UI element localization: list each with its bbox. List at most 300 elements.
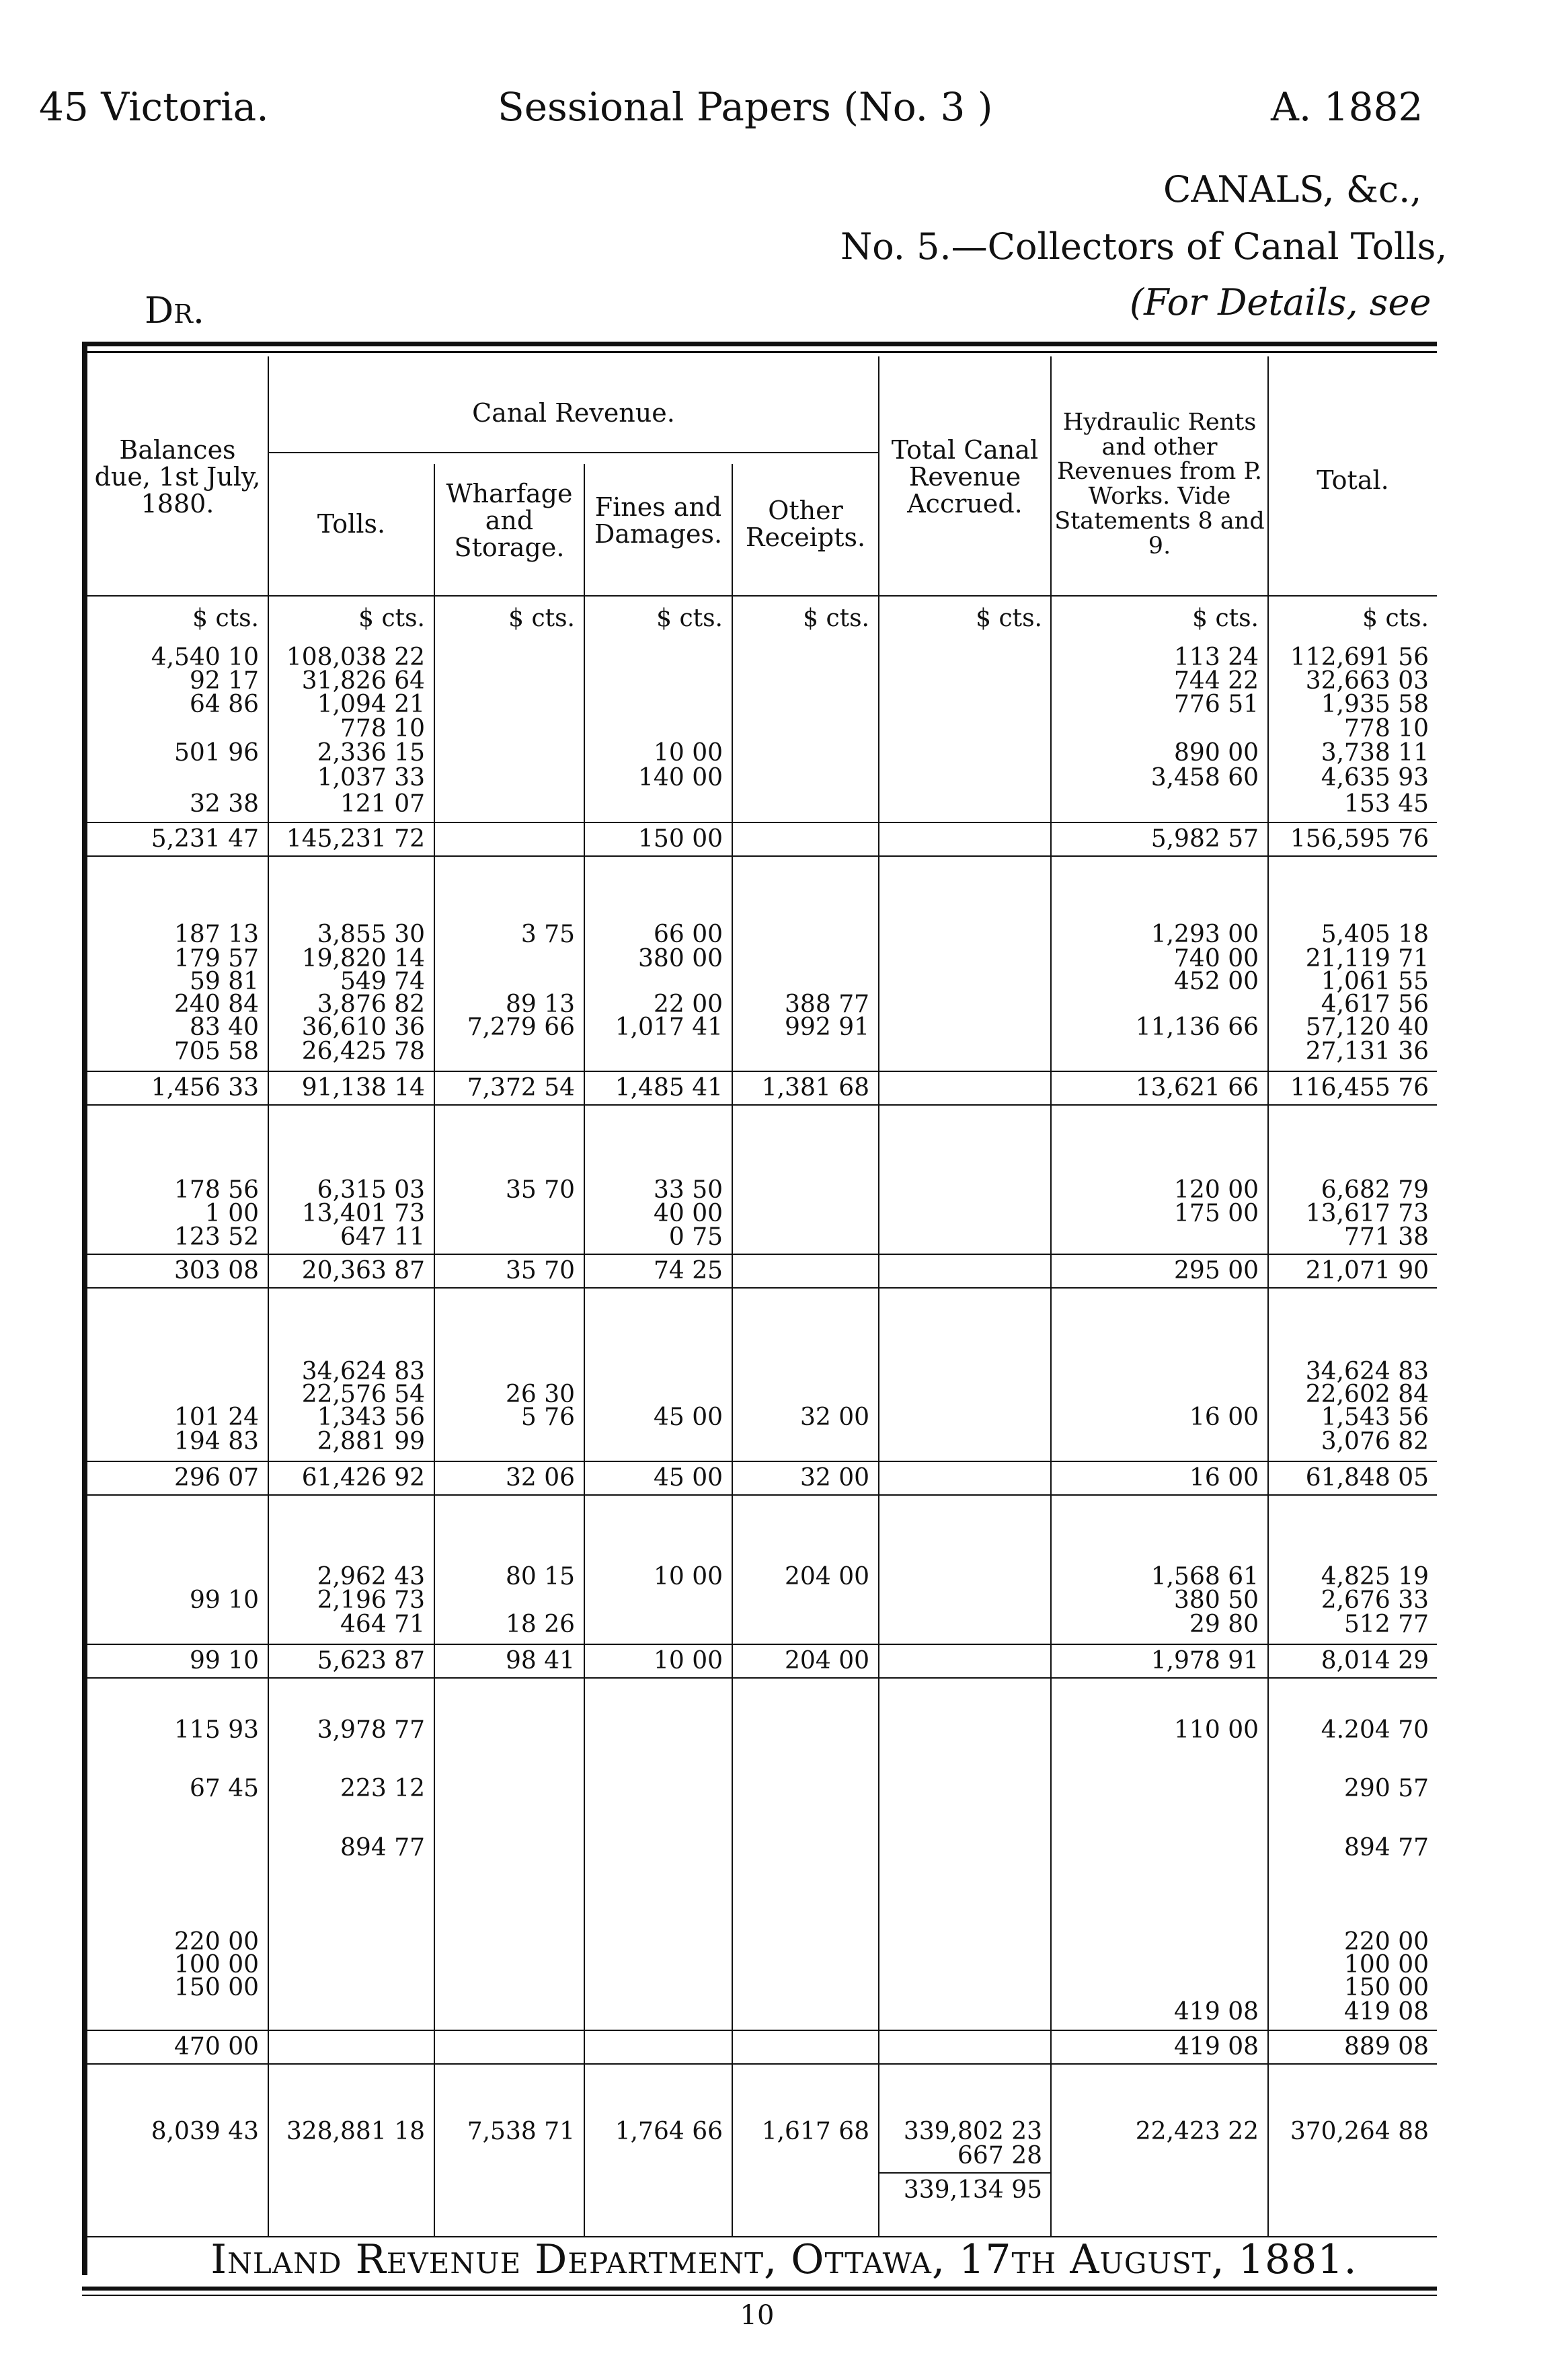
table-cell: 894 77 bbox=[340, 1834, 425, 1862]
table-cell bbox=[582, 2143, 723, 2170]
table-cell bbox=[434, 826, 575, 853]
table-cell bbox=[434, 1999, 575, 2026]
table-cell: 4,540 10 bbox=[151, 644, 259, 671]
table-cell: 57,120 40 bbox=[1305, 1013, 1429, 1041]
col-tolls: Tolls. bbox=[317, 509, 386, 539]
table-cell: 3,738 11 bbox=[1321, 739, 1429, 767]
table-cell bbox=[735, 2177, 869, 2204]
table-cell: 120 00 bbox=[1174, 1176, 1259, 1204]
table-cell bbox=[881, 740, 1042, 767]
table-cell: 889 08 bbox=[1344, 2033, 1429, 2061]
table-cell: 16 00 bbox=[1189, 1464, 1259, 1492]
table-cell: 1,343 56 bbox=[317, 1404, 425, 1431]
table-cell: 27,131 36 bbox=[1305, 1038, 1429, 1065]
table-cell: 5,231 47 bbox=[151, 825, 259, 853]
table-cell: 123 52 bbox=[174, 1223, 259, 1251]
table-cell: 22,576 54 bbox=[301, 1381, 425, 1408]
table-cell bbox=[1057, 2143, 1259, 2170]
col-sep bbox=[732, 464, 733, 2236]
col-hydraulic: Hydraulic Rents and other Revenues from P. Works. Vide Statements 8 and 9. bbox=[1054, 408, 1265, 560]
table-cell bbox=[881, 1014, 1042, 1041]
table-cell: 80 15 bbox=[505, 1563, 575, 1590]
table-cell: 4.204 70 bbox=[1321, 1716, 1429, 1744]
table-cell: 3,458 60 bbox=[1150, 764, 1259, 792]
table-cell: 419 08 bbox=[1344, 1998, 1429, 2026]
col-sep bbox=[1267, 356, 1269, 2236]
table-cell: 18 26 bbox=[505, 1611, 575, 1638]
header-right: A. 1882 bbox=[1271, 84, 1423, 130]
table-cell: 100 00 bbox=[1344, 1951, 1429, 1979]
table-cell: 295 00 bbox=[1174, 1257, 1259, 1284]
table-cell: 45 00 bbox=[653, 1464, 723, 1492]
table-cell: 778 10 bbox=[340, 715, 425, 742]
table-cell: 1,293 00 bbox=[1150, 921, 1259, 948]
unit-label: $ cts. bbox=[1362, 605, 1429, 632]
col-balances: Balances due, 1st July, 1880. bbox=[94, 435, 261, 519]
table-cell bbox=[881, 1258, 1042, 1284]
table-cell: 20,363 87 bbox=[301, 1257, 425, 1284]
table-cell: 1,381 68 bbox=[761, 1074, 869, 1102]
table-cell bbox=[582, 1428, 723, 1455]
table-cell: 11,136 66 bbox=[1135, 1013, 1259, 1041]
table-cell: 2,676 33 bbox=[1321, 1586, 1429, 1614]
table-cell: 10 00 bbox=[653, 1647, 723, 1675]
table-cell: 4,635 93 bbox=[1321, 764, 1429, 792]
page-number: 10 bbox=[740, 2300, 775, 2331]
table-cell bbox=[434, 1038, 575, 1065]
col-sep bbox=[268, 356, 269, 2236]
table-cell: 1,017 41 bbox=[615, 1013, 723, 1041]
table-cell bbox=[582, 1974, 723, 2001]
table-cell bbox=[881, 1428, 1042, 1455]
table-cell: 194 83 bbox=[174, 1428, 259, 1455]
table-cell: 179 57 bbox=[174, 945, 259, 972]
table-cell bbox=[881, 1177, 1042, 1204]
table-cell: 740 00 bbox=[1174, 945, 1259, 972]
table-cell: 29 80 bbox=[1189, 1611, 1259, 1638]
table-cell: 5,623 87 bbox=[317, 1647, 425, 1675]
table-cell: 3,076 82 bbox=[1321, 1428, 1429, 1455]
table-cell bbox=[434, 1200, 575, 1227]
table-cell bbox=[582, 716, 723, 742]
table-cell: 1,094 21 bbox=[317, 691, 425, 718]
table-cell: 175 00 bbox=[1174, 1200, 1259, 1227]
table-cell: 101 24 bbox=[174, 1404, 259, 1431]
table-cell bbox=[434, 2143, 575, 2170]
col-wharfage: Wharfage and Storage. bbox=[446, 479, 573, 562]
table-cell: 549 74 bbox=[340, 968, 425, 995]
table-cell: 2,196 73 bbox=[317, 1586, 425, 1614]
subtotal-rule bbox=[87, 1644, 1437, 1645]
table-cell bbox=[582, 1717, 723, 1744]
table-cell: 13,621 66 bbox=[1135, 1074, 1259, 1102]
table-cell: 99 10 bbox=[189, 1586, 259, 1614]
table-cell: 145,231 72 bbox=[286, 825, 425, 853]
col-other: Other Receipts. bbox=[745, 496, 866, 552]
table-cell: 67 45 bbox=[189, 1775, 259, 1802]
table-cell bbox=[434, 1835, 575, 1862]
table-cell: 8,014 29 bbox=[1321, 1647, 1429, 1675]
table-cell: 7,279 66 bbox=[467, 1013, 575, 1041]
subtotal-rule-bottom bbox=[87, 1677, 1437, 1679]
table-cell bbox=[270, 2034, 425, 2061]
table-cell: 204 00 bbox=[785, 1647, 869, 1675]
table-cell: 2,962 43 bbox=[317, 1563, 425, 1590]
table-cell bbox=[735, 691, 869, 718]
footer-line: Inland Revenue Department, Ottawa, 17th August, 1881. bbox=[210, 2236, 1358, 2283]
table-cell: 112,691 56 bbox=[1290, 644, 1429, 671]
table-cell: 647 11 bbox=[340, 1223, 425, 1251]
subtotal-rule-bottom bbox=[87, 1104, 1437, 1106]
table-cell bbox=[582, 644, 723, 671]
table-cell: 40 00 bbox=[653, 1200, 723, 1227]
table-cell bbox=[434, 2034, 575, 2061]
table-cell: 3,855 30 bbox=[317, 921, 425, 948]
table-cell: 380 50 bbox=[1174, 1586, 1259, 1614]
table-cell: 22,423 22 bbox=[1135, 2118, 1259, 2145]
subtotal-rule bbox=[87, 822, 1437, 823]
table-cell: 13,617 73 bbox=[1305, 1200, 1429, 1227]
table-cell: 296 07 bbox=[174, 1464, 259, 1492]
table-cell bbox=[735, 791, 869, 818]
table-cell: 5,405 18 bbox=[1321, 921, 1429, 948]
table-cell: 1,456 33 bbox=[151, 1074, 259, 1102]
table-cell bbox=[881, 1648, 1042, 1675]
table-cell: 22,602 84 bbox=[1305, 1381, 1429, 1408]
table-cell: 512 77 bbox=[1344, 1611, 1429, 1638]
table-cell: 501 96 bbox=[174, 739, 259, 767]
table-cell bbox=[91, 765, 259, 792]
table-cell: 220 00 bbox=[174, 1928, 259, 1956]
table-cell bbox=[881, 668, 1042, 695]
table-cell: 140 00 bbox=[638, 764, 723, 792]
table-cell: 339,134 95 bbox=[903, 2176, 1042, 2204]
table-cell: 1,568 61 bbox=[1150, 1563, 1259, 1590]
table-cell: 110 00 bbox=[1174, 1716, 1259, 1744]
table-cell: 32 06 bbox=[505, 1464, 575, 1492]
table-cell: 5,982 57 bbox=[1150, 825, 1259, 853]
table-cell bbox=[434, 1974, 575, 2001]
table-cell: 121 07 bbox=[340, 790, 425, 818]
table-cell bbox=[735, 1999, 869, 2026]
table-cell bbox=[91, 1835, 259, 1862]
dr-label: Dr. bbox=[145, 289, 205, 332]
table-cell bbox=[1057, 716, 1259, 742]
table-cell: 6,315 03 bbox=[317, 1176, 425, 1204]
canal-revenue-rule bbox=[269, 452, 878, 453]
table-cell: 8,039 43 bbox=[151, 2118, 259, 2145]
unit-label: $ cts. bbox=[976, 605, 1042, 632]
subtotal-rule bbox=[87, 1071, 1437, 1072]
subtotal-rule bbox=[87, 2030, 1437, 2031]
table-cell: 470 00 bbox=[174, 2033, 259, 2061]
table-cell: 116,455 76 bbox=[1290, 1074, 1429, 1102]
table-cell: 59 81 bbox=[189, 968, 259, 995]
table-cell bbox=[1057, 1835, 1259, 1862]
table-cell: 45 00 bbox=[653, 1404, 723, 1431]
table-cell bbox=[91, 1999, 259, 2026]
table-cell: 34,624 83 bbox=[301, 1358, 425, 1385]
table-cell bbox=[270, 1974, 425, 2001]
table-cell: 92 17 bbox=[189, 667, 259, 695]
table-cell bbox=[735, 2143, 869, 2170]
header-rule bbox=[87, 595, 1437, 597]
table-cell: 33 50 bbox=[653, 1176, 723, 1204]
table-cell bbox=[270, 1999, 425, 2026]
table-cell: 91,138 14 bbox=[301, 1074, 425, 1102]
table-cell: 156,595 76 bbox=[1290, 825, 1429, 853]
table-cell: 0 75 bbox=[668, 1223, 723, 1251]
table-cell: 1,037 33 bbox=[317, 764, 425, 792]
table-cell bbox=[582, 791, 723, 818]
table-cell bbox=[735, 1200, 869, 1227]
table-cell bbox=[735, 1611, 869, 1638]
table-cell bbox=[434, 2177, 575, 2204]
table-cell bbox=[434, 716, 575, 742]
table-cell bbox=[270, 2143, 425, 2170]
unit-label: $ cts. bbox=[1192, 605, 1259, 632]
subtotal-rule bbox=[87, 1254, 1437, 1255]
table-cell: 4,825 19 bbox=[1321, 1563, 1429, 1590]
table-cell: 380 00 bbox=[638, 945, 723, 972]
table-cell bbox=[1271, 2177, 1429, 2204]
table-cell bbox=[434, 765, 575, 792]
table-cell: 328,881 18 bbox=[286, 2118, 425, 2145]
table-cell bbox=[881, 1564, 1042, 1590]
table-cell: 1,543 56 bbox=[1321, 1404, 1429, 1431]
table-cell: 61,426 92 bbox=[301, 1464, 425, 1492]
table-cell bbox=[1057, 791, 1259, 818]
table-cell: 115 93 bbox=[174, 1716, 259, 1744]
subtotal-rule-bottom bbox=[87, 1287, 1437, 1289]
table-cell bbox=[434, 1224, 575, 1251]
table-cell: 3,978 77 bbox=[317, 1716, 425, 1744]
table-subtitle: No. 5.—Collectors of Canal Tolls, bbox=[840, 225, 1448, 268]
table-cell bbox=[270, 2177, 425, 2204]
table-cell: 2,881 99 bbox=[317, 1428, 425, 1455]
table-cell: 220 00 bbox=[1344, 1928, 1429, 1956]
table-cell bbox=[434, 644, 575, 671]
table-cell: 83 40 bbox=[189, 1013, 259, 1041]
table-cell bbox=[881, 2034, 1042, 2061]
table-cell bbox=[1057, 1775, 1259, 1802]
table-cell: 31,826 64 bbox=[301, 667, 425, 695]
table-cell bbox=[582, 1775, 723, 1802]
table-cell: 4,617 56 bbox=[1321, 991, 1429, 1018]
table-cell: 150 00 bbox=[638, 825, 723, 853]
table-cell bbox=[434, 691, 575, 718]
table-cell: 89 13 bbox=[505, 991, 575, 1018]
table-cell: 178 56 bbox=[174, 1176, 259, 1204]
table-cell bbox=[881, 644, 1042, 671]
table-cell: 35 70 bbox=[505, 1257, 575, 1284]
table-cell bbox=[91, 1611, 259, 1638]
table-cell bbox=[735, 1835, 869, 1862]
table-cell bbox=[91, 2143, 259, 2170]
table-cell bbox=[881, 826, 1042, 853]
table-cell bbox=[91, 2177, 259, 2204]
table-cell: 187 13 bbox=[174, 921, 259, 948]
col-total-canal: Total Canal Revenue Accrued. bbox=[891, 435, 1039, 519]
table-cell: 419 08 bbox=[1174, 2033, 1259, 2061]
table-cell bbox=[881, 1717, 1042, 1744]
unit-label: $ cts. bbox=[508, 605, 575, 632]
table-cell: 894 77 bbox=[1344, 1834, 1429, 1862]
table-cell: 1,485 41 bbox=[615, 1074, 723, 1102]
col-total: Total. bbox=[1317, 465, 1389, 496]
table-cell bbox=[582, 691, 723, 718]
table-cell bbox=[735, 644, 869, 671]
table-cell: 36,610 36 bbox=[301, 1013, 425, 1041]
table-cell bbox=[582, 2034, 723, 2061]
col-canal-revenue: Canal Revenue. bbox=[472, 398, 675, 428]
footer-rule bbox=[82, 2287, 1437, 2291]
table-cell bbox=[1057, 2177, 1259, 2204]
table-cell bbox=[881, 1999, 1042, 2026]
table-cell bbox=[434, 1717, 575, 1744]
header-center: Sessional Papers (No. 3 ) bbox=[498, 84, 993, 130]
col-sep bbox=[1050, 356, 1052, 2236]
top-rule bbox=[82, 342, 1437, 346]
table-cell bbox=[434, 668, 575, 695]
table-cell bbox=[881, 1835, 1042, 1862]
table-cell: 19,820 14 bbox=[301, 945, 425, 972]
table-cell: 7,538 71 bbox=[467, 2118, 575, 2145]
table-cell: 778 10 bbox=[1344, 715, 1429, 742]
table-cell bbox=[735, 1974, 869, 2001]
footer-rule-thin bbox=[82, 2295, 1437, 2296]
table-cell: 35 70 bbox=[505, 1176, 575, 1204]
table-cell: 290 57 bbox=[1344, 1775, 1429, 1802]
table-cell: 32 00 bbox=[799, 1404, 869, 1431]
table-cell: 26 30 bbox=[505, 1381, 575, 1408]
table-cell bbox=[881, 1587, 1042, 1614]
table-cell: 1,935 58 bbox=[1321, 691, 1429, 718]
section-title: CANALS, &c., bbox=[1163, 168, 1422, 210]
table-cell: 16 00 bbox=[1189, 1404, 1259, 1431]
unit-label: $ cts. bbox=[358, 605, 425, 632]
table-cell bbox=[1057, 1428, 1259, 1455]
table-cell bbox=[881, 921, 1042, 948]
table-cell bbox=[582, 2177, 723, 2204]
table-cell: 667 28 bbox=[957, 2142, 1042, 2170]
table-cell: 153 45 bbox=[1344, 790, 1429, 818]
table-cell bbox=[881, 691, 1042, 718]
table-cell: 5 76 bbox=[520, 1404, 575, 1431]
table-cell bbox=[582, 1611, 723, 1638]
table-cell bbox=[735, 921, 869, 948]
table-cell bbox=[735, 716, 869, 742]
table-cell: 3,876 82 bbox=[317, 991, 425, 1018]
table-cell bbox=[881, 1775, 1042, 1802]
table-cell bbox=[434, 1587, 575, 1614]
table-cell: 419 08 bbox=[1174, 1998, 1259, 2026]
subtotal-rule-bottom bbox=[87, 2063, 1437, 2065]
table-cell: 32 00 bbox=[799, 1464, 869, 1492]
table-cell: 100 00 bbox=[174, 1951, 259, 1979]
table-cell: 744 22 bbox=[1174, 667, 1259, 695]
table-cell: 1,617 68 bbox=[761, 2118, 869, 2145]
table-cell: 992 91 bbox=[785, 1013, 869, 1041]
table-cell bbox=[881, 1075, 1042, 1102]
table-cell bbox=[582, 668, 723, 695]
table-cell: 26,425 78 bbox=[301, 1038, 425, 1065]
table-cell: 64 86 bbox=[189, 691, 259, 718]
table-cell: 66 00 bbox=[653, 921, 723, 948]
unit-label: $ cts. bbox=[656, 605, 723, 632]
table-cell bbox=[881, 1974, 1042, 2001]
table-cell: 705 58 bbox=[174, 1038, 259, 1065]
table-cell: 771 38 bbox=[1344, 1223, 1429, 1251]
table-cell bbox=[881, 1404, 1042, 1431]
col-fines: Fines and Damages. bbox=[594, 492, 723, 549]
table-cell bbox=[881, 791, 1042, 818]
table-cell: 388 77 bbox=[785, 991, 869, 1018]
table-cell: 2,336 15 bbox=[317, 739, 425, 767]
table-cell: 150 00 bbox=[1344, 1974, 1429, 2001]
table-cell bbox=[434, 1775, 575, 1802]
table-cell: 6,682 79 bbox=[1321, 1176, 1429, 1204]
table-cell bbox=[582, 1835, 723, 1862]
table-cell: 1,978 91 bbox=[1150, 1647, 1259, 1675]
table-cell: 113 24 bbox=[1174, 644, 1259, 671]
header-left: 45 Victoria. bbox=[39, 84, 269, 130]
table-cell bbox=[434, 791, 575, 818]
left-border bbox=[82, 342, 87, 2275]
top-rule-thin bbox=[82, 351, 1437, 353]
table-cell bbox=[881, 1224, 1042, 1251]
table-cell bbox=[881, 716, 1042, 742]
table-cell: 150 00 bbox=[174, 1974, 259, 2001]
table-cell bbox=[735, 1428, 869, 1455]
table-cell: 452 00 bbox=[1174, 968, 1259, 995]
table-cell bbox=[582, 1587, 723, 1614]
details-note: (For Details, see bbox=[1130, 281, 1432, 323]
table-cell: 22 00 bbox=[653, 991, 723, 1018]
table-cell: 240 84 bbox=[174, 991, 259, 1018]
table-cell bbox=[735, 765, 869, 792]
table-cell: 21,071 90 bbox=[1305, 1257, 1429, 1284]
table-cell: 21,119 71 bbox=[1305, 945, 1429, 972]
subtotal-rule-bottom bbox=[87, 855, 1437, 857]
subtotal-rule-bottom bbox=[87, 1494, 1437, 1496]
table-cell bbox=[735, 826, 869, 853]
unit-label: $ cts. bbox=[803, 605, 869, 632]
table-cell bbox=[434, 1428, 575, 1455]
table-cell: 370,264 88 bbox=[1290, 2118, 1429, 2145]
table-cell bbox=[91, 716, 259, 742]
table-cell bbox=[1271, 2143, 1429, 2170]
table-cell bbox=[735, 1717, 869, 1744]
table-cell: 776 51 bbox=[1174, 691, 1259, 718]
table-cell bbox=[735, 1587, 869, 1614]
table-cell: 32 38 bbox=[189, 790, 259, 818]
table-cell bbox=[735, 1177, 869, 1204]
table-cell bbox=[881, 1038, 1042, 1065]
unit-label: $ cts. bbox=[192, 605, 259, 632]
accrued-net-rule bbox=[879, 2172, 1050, 2174]
table-cell bbox=[735, 740, 869, 767]
table-cell: 32,663 03 bbox=[1305, 667, 1429, 695]
table-cell bbox=[735, 1224, 869, 1251]
table-cell bbox=[1057, 1974, 1259, 2001]
table-cell bbox=[735, 1775, 869, 1802]
table-cell: 1,061 55 bbox=[1321, 968, 1429, 995]
table-cell bbox=[1057, 1224, 1259, 1251]
table-cell bbox=[1057, 1038, 1259, 1065]
table-cell: 13,401 73 bbox=[301, 1200, 425, 1227]
table-cell bbox=[881, 1465, 1042, 1492]
